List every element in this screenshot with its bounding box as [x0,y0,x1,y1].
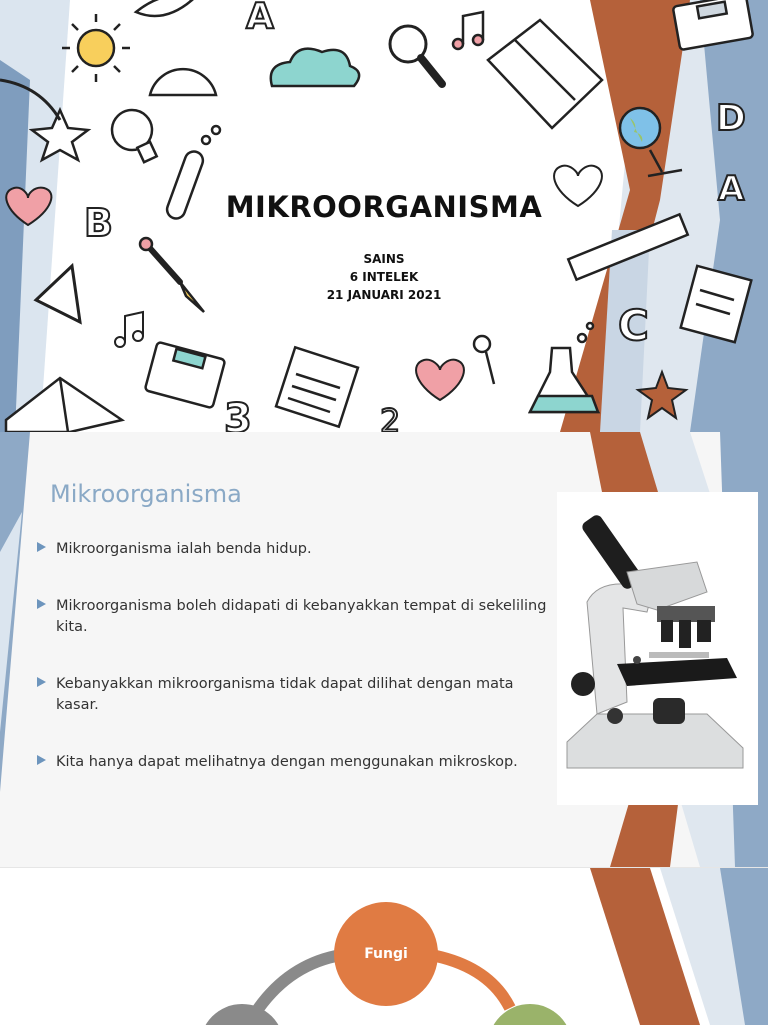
bullet-arrow-icon [37,755,46,765]
bullet-arrow-icon [37,677,46,687]
date-label: 21 JANUARI 2021 [326,288,442,302]
microscope-icon [557,492,758,805]
content-slide[interactable]: Mikroorganisma Mikroorganisma ialah benda hidup. Mikroorganisma boleh didapati di kebanyakkan tempat di sekeliling kita. Kebanyakkan mikroorganisma tidak dapat dilihat dengan mata kasar. Kita hanya dapat melihatnya dengan menggunakan mikroskop. [0,432,768,867]
protractor-icon [150,69,216,95]
microscope-image [557,492,758,805]
paper-icon [276,347,358,426]
doodle-letter: B [84,201,113,245]
music-note-icon [115,312,143,347]
notebook-icon [145,342,226,408]
music-note-icon [453,12,483,49]
push-pin-icon [474,336,494,384]
doodle-letter: D [716,98,746,139]
title-slide[interactable] [0,0,768,432]
diagram-slide[interactable] [0,867,768,1025]
section-heading: Mikroorganisma [50,480,242,508]
slide-title: MIKROORGANISMA [225,190,543,224]
doodle-letter: A [246,0,274,37]
open-book-icon [488,20,602,128]
sun-icon [62,14,130,82]
doodle-letter: 3 [224,396,252,432]
bullet-arrow-icon [37,599,46,609]
lightbulb-icon [112,110,157,162]
doodle-letter: C [618,301,649,350]
cloud-icon [271,49,359,86]
leaf-icon [136,0,192,16]
doodle-letter: A [718,169,745,209]
diagram-node-fungi[interactable]: Fungi [334,902,438,1006]
class-label: 6 INTELEK [349,270,419,284]
magnifier-icon [390,26,442,84]
heart-icon [416,360,464,400]
subject-label: SAINS [363,252,405,266]
doodle-letter: 2 [380,402,401,432]
bullet-arrow-icon [37,542,46,552]
